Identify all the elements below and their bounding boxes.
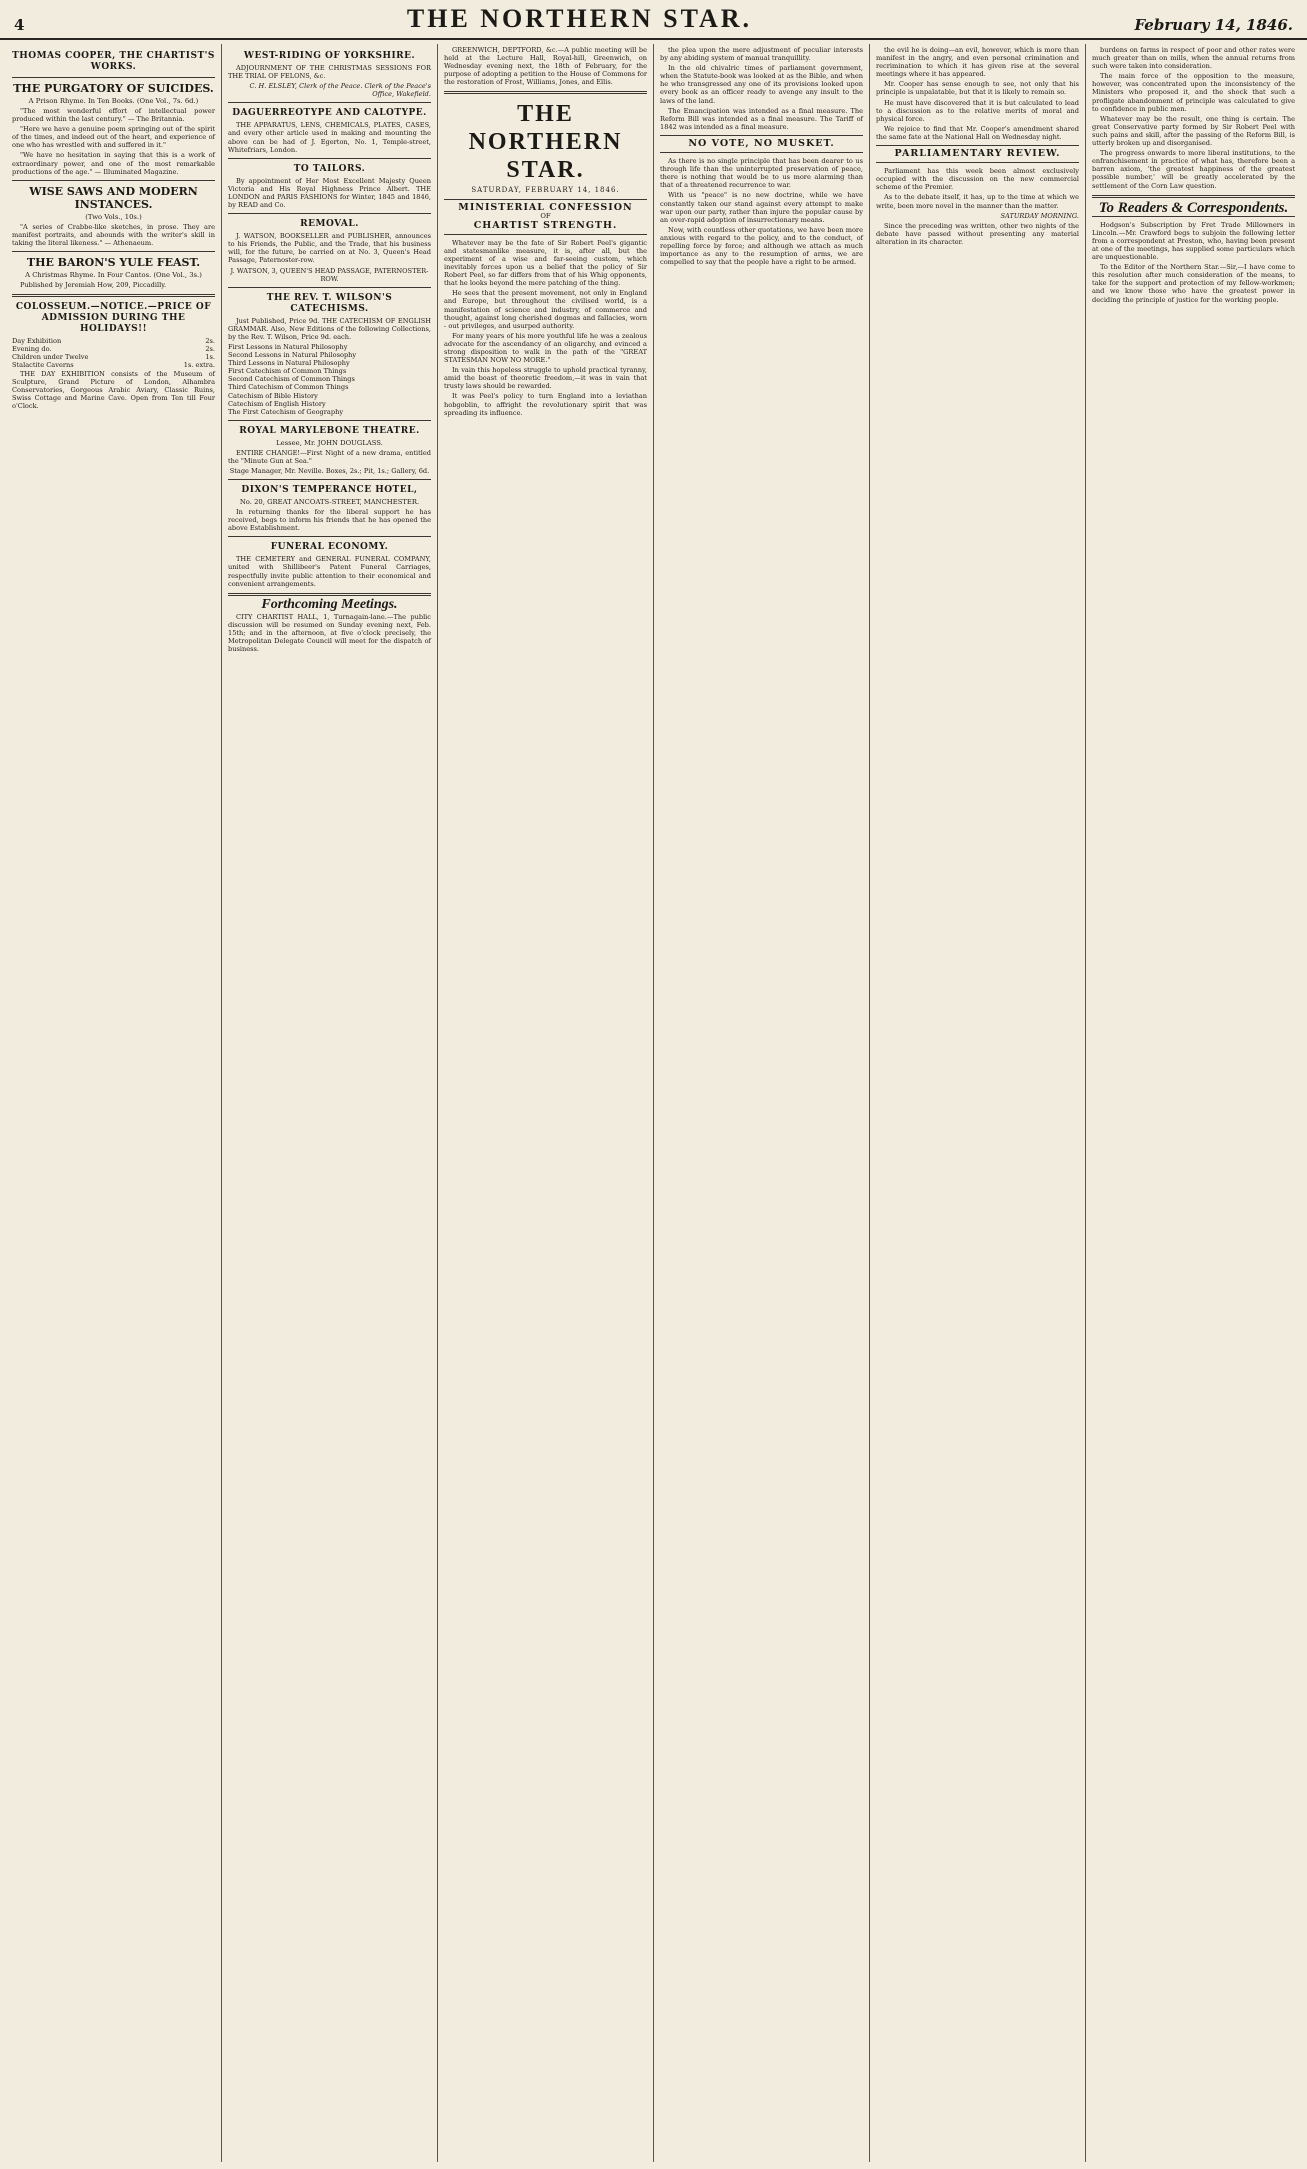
article-paragraph: We rejoice to find that Mr. Cooper's amendment shared the same fate at the National Hall on Wednesday night. [876, 124, 1079, 141]
column-6 [1086, 44, 1301, 2162]
correspondents-heading: To Readers & Correspondents. [1098, 199, 1289, 216]
editorial-dateline: SATURDAY, FEBRUARY 14, 1846. [471, 186, 620, 195]
marylebone-heading: ROYAL MARYLEBONE THEATRE. [239, 425, 420, 436]
saturday-morning-heading: SATURDAY MORNING. [1000, 211, 1079, 220]
article-paragraph: burdens on farms in respect of poor and other rates were much greater than on mills, when the annual returns from such were taken into consideration. [1092, 46, 1295, 71]
tailors-text: By appointment of Her Most Excellent Majesty Queen Victoria and His Royal Highness Prince Albert. THE LONDON and PARIS FASHIONS for Winter, 1845 and 1846, by READ and Co. [228, 176, 431, 210]
list-item: Second Lessons in Natural Philosophy [228, 351, 357, 360]
cooper-heading: THOMAS COOPER, THE CHARTIST'S WORKS. [12, 51, 215, 72]
book3-title: THE BARON'S YULE FEAST. [26, 256, 201, 270]
clerk-signature: C. H. ELSLEY, Clerk of the Peace. Clerk of the Peace's Office, Wakefield. [249, 82, 431, 99]
marylebone-text: ENTIRE CHANGE!—First Night of a new drama, entitled the "Minute Gun at Sea." [228, 448, 431, 465]
list-item: First Lessons in Natural Philosophy [228, 342, 348, 351]
review-4: "A series of Crabbe-like sketches, in prose. They are manifest portraits, and abounds with the writer's skill in taking the literal likeness." — Athenaeum. [12, 222, 215, 247]
article-paragraph: For many years of his more youthful life he was a zealous advocate for the ascendancy of an oligarchy, and evinced a strong disposition to walk in the path of the "GREAT STATESMAN NOW NO MORE." [444, 331, 647, 365]
article-paragraph: the plea upon the mere adjustment of peculiar interests by any abiding system of manual tranquillity. [660, 46, 863, 63]
book2-title: WISE SAWS AND MODERN INSTANCES. [29, 184, 198, 211]
sessions-heading: WEST-RIDING OF YORKSHIRE. [243, 51, 416, 61]
removal-text: J. WATSON, BOOKSELLER and PUBLISHER, announces to his Friends, the Public, and the Trade, that his business will, for the future, be carried on at No. 3, Queen's Head Passage, Paternoster-row. [228, 232, 431, 265]
watson-address: J. WATSON, 3, QUEEN'S HEAD PASSAGE, PATERNOSTER-ROW. [230, 266, 429, 283]
article-paragraph: Now, with countless other quotations, we have been more anxious with regard to the policy, and to the conduct, of repelling force by force; and although we attach as much importance as any to the resumption of arms, we are compelled to say that the people have a right to be armed. [660, 225, 863, 267]
daguerreotype-text: THE APPARATUS, LENS, CHEMICALS, PLATES, CASES, and every other article used in making and mounting the above can be had of J. Egerton, No. 1, Temple-street, Whitefriars, London. [228, 121, 431, 154]
greenwich-notice: GREENWICH, DEPTFORD, &c.—A public meeting will be held at the Lecture Hall, Royal-hill, Greenwich, on Wednesday evening next, the 18th of February, for the purpose of adopting a petition to the House of Commons for the restoration of Frost, Williams, Jones, and Ellis. [444, 46, 647, 87]
article-paragraph: The Emancipation was intended as a final measure. The Reform Bill was intended as a final measure. The Tariff of 1842 was intended as a final measure. [660, 106, 863, 131]
wilson-list [228, 343, 431, 416]
article-of: OF [540, 211, 551, 220]
review-1: "The most wonderful effort of intellectual power produced within the last century." — The Britannia. [12, 107, 215, 124]
price-row: Children under Twelve 1s. [12, 353, 215, 362]
editorial-paper-title: THE NORTHERN STAR. [468, 101, 623, 184]
correspondence-paragraph: To the Editor of the Northern Star.—Sir,—I have come to this resolution after much consideration of the means, to take for the support and protection of my fellow-workmen; and we know those who have the greatest power in deciding the principle of justice for the working people. [1092, 263, 1295, 304]
marylebone-lessee: Lessee, Mr. JOHN DOUGLASS. [276, 438, 383, 447]
list-item: First Catechism of Common Things [228, 367, 347, 376]
coliseum-price-table [12, 337, 215, 369]
price-row: Stalactite Caverns 1s. extra. [12, 361, 215, 370]
article-paragraph: the evil he is doing—an evil, however, which is more than manifest in the angry, and even personal crimination and recrimination to which it has given rise at the several meetings where it has appeared. [876, 46, 1079, 79]
column-4 [654, 44, 870, 2162]
column-3 [438, 44, 654, 2162]
page-number: 4 [14, 16, 25, 34]
article-paragraph: Since the preceding was written, other two nights of the debate have passed without presenting any material alteration in its character. [876, 221, 1079, 246]
marylebone-signature: Stage Manager, Mr. Neville. Boxes, 2s.; Pit, 1s.; Gallery, 6d. [229, 467, 430, 475]
meetings-text: CITY CHARTIST HALL, 1, Turnagain-lane.—The public discussion will be resumed on Sunday evening next, Feb. 15th; and in the afternoon, at five o'clock precisely, the Metropolitan Delegate Council will meet for the dispatch of business. [228, 612, 431, 654]
book2-subtitle: (Two Vols., 10s.) [85, 212, 142, 221]
columns [6, 44, 1301, 2162]
book1-title: THE PURGATORY OF SUICIDES. [13, 82, 214, 95]
article-paragraph: As there is no single principle that has been dearer to us through life than the uninterrupted preservation of peace, there is nothing that would be to us more alarming than that of a threatened recurrence to war. [660, 157, 863, 190]
price-row: Evening do. 2s. [12, 345, 215, 354]
article-paragraph: He sees that the present movement, not only in England and Europe, but throughout the civilised world, is a manifestation of science and industry, of commerce and thought, against long cherished dogmas and fallacies, worn - out privileges, and usurped authority. [444, 289, 647, 330]
list-item: Third Lessons in Natural Philosophy [228, 359, 350, 368]
publisher-line: Published by Jeremiah How, 209, Piccadilly. [20, 281, 167, 290]
meetings-heading: Forthcoming Meetings. [261, 596, 398, 612]
article-paragraph: As to the debate itself, it has, up to the time at which we write, been more novel in the manner than the matter. [876, 193, 1079, 210]
review-3: "We have no hesitation in saying that this is a work of extraordinary power, and one of the most remarkable productions of the age." — Illuminated Magazine. [12, 151, 215, 176]
book3-subtitle: A Christmas Rhyme. In Four Cantos. (One Vol., 3s.) [25, 271, 202, 280]
daguerreotype-heading: DAGUERREOTYPE AND CALOTYPE. [232, 108, 427, 119]
book1-subtitle: A Prison Rhyme. In Ten Books. (One Vol., 7s. 6d.) [28, 97, 199, 105]
tailors-heading: TO TAILORS. [293, 163, 366, 174]
funeral-heading: FUNERAL ECONOMY. [270, 542, 389, 553]
article-subtitle: CHARTIST STRENGTH. [473, 219, 618, 231]
article-paragraph: Whatever may be the result, one thing is certain. The great Conservative party formed by Sir Robert Peel with such pains and skill, after the passing of the Reform Bill, is utterly broken up and disorganised. [1092, 114, 1295, 148]
article-paragraph: The main force of the opposition to the measure, however, was concentrated upon the inconsistency of the Ministers who proposed it, and the shock that such a profligate abandonment of principle was calculated to give to confidence in public men. [1092, 72, 1295, 113]
masthead [0, 0, 1307, 40]
column-5 [870, 44, 1086, 2162]
article-paragraph: Mr. Cooper has sense enough to see, not only that his principle is unpalatable, but that it is likely to remain so. [876, 80, 1079, 97]
list-item: Third Catechism of Common Things [228, 383, 349, 392]
price-row: Day Exhibition 2s. [12, 337, 215, 346]
column-2 [222, 44, 438, 2162]
funeral-text: THE CEMETERY and GENERAL FUNERAL COMPANY, united with Shillibeer's Patent Funeral Carriages, respectfully invite public attention to their economical and convenient arrangements. [228, 555, 431, 588]
article-paragraph: Whatever may be the fate of Sir Robert Peel's gigantic and statesmanlike measure, it is, after all, but the experiment of a wise and far-seeing custom, which inevitably forces upon us a belief that the policy of Sir Robert Peel, so far differs from that of his Whig opponents, that he looks beyond the mere patching of the thing. [444, 238, 647, 288]
issue-date: February 14, 1846. [1134, 16, 1293, 34]
wilson-heading: THE REV. T. WILSON'S CATECHISMS. [266, 292, 393, 314]
parliamentary-review-heading: PARLIAMENTARY REVIEW. [894, 148, 1061, 160]
article-paragraph: He must have discovered that it is but calculated to lead to a discussion as to the relative merits of moral and physical force. [876, 98, 1079, 123]
coliseum-text: THE DAY EXHIBITION consists of the Museum of Sculpture, Grand Picture of London, Alhambra Conservatories, Gorgeous Arabic Aviary, Classic Ruins, Swiss Cottage and Marine Cave. Open from Ten till Four o'Clock. [12, 369, 215, 410]
article-paragraph: The progress onwards to more liberal institutions, to the enfranchisement in practice of what has, therefore been a barren axiom, 'the greatest happiness of the greatest possible number,' will be greatly accelerated by the settlement of the Corn Law question. [1092, 149, 1295, 190]
dixon-heading: DIXON'S TEMPERANCE HOTEL, [241, 485, 418, 496]
column-1 [6, 44, 222, 2162]
article-paragraph: It was Peel's policy to turn England into a leviathan hobgoblin, to affright the revolutionary spirit that was spreading its influence. [444, 392, 647, 417]
dixon-text: In returning thanks for the liberal support he has received, begs to inform his friends that he has opened the above Establishment. [228, 508, 431, 533]
dixon-address: No. 20, GREAT ANCOATS-STREET, MANCHESTER. [239, 498, 420, 507]
article-paragraph: With us "peace" is no new doctrine, while we have constantly taken our stand against every attempt to make war upon our party, rather than injure the popular cause by an over-rapid adoption of insurrectionary means. [660, 191, 863, 224]
review-2: "Here we have a genuine poem springing out of the spirit of the times, and indeed out of the heart, and experience of one who has wrestled with and suffered in it." [12, 125, 215, 150]
correspondence-paragraph: Hodgson's Subscription by Fret Trade Millowners in Lincoln.—Mr. Crawford begs to subjoin the following letter from a correspondent at Preston, who, having been present at one of the meetings, has supplied some particulars which are unquestionable. [1092, 220, 1295, 262]
list-item: Second Catechism of Common Things [228, 375, 355, 384]
article-paragraph: In the old chivalric times of parliament government, when the Statute-book was looked at as the Bible, and when he who transgressed any one of its provisions looked upon every book as an officer ready to avenge any insult to the laws of the land. [660, 64, 863, 105]
sessions-text: ADJOURNMENT OF THE CHRISTMAS SESSIONS FOR THE TRIAL OF FELONS, &c. [228, 64, 431, 81]
coliseum-heading: COLOSSEUM.—NOTICE.—PRICE OF ADMISSION DURING THE HOLIDAYS!! [15, 302, 212, 335]
article-paragraph: Parliament has this week been almost exclusively occupied with the discussion on the new commercial scheme of the Premier. [876, 167, 1079, 192]
wilson-text: Just Published, Price 9d. THE CATECHISM OF ENGLISH GRAMMAR. Also, New Editions of the following Collections, by the Rev. T. Wilson, Price 9d. each. [228, 316, 431, 341]
article-paragraph: In vain this hopeless struggle to uphold practical tyranny, amid the boast of theoretic freedom,—it was in vain that trusty laws should be rewarded. [444, 366, 647, 391]
removal-heading: REMOVAL. [300, 219, 359, 230]
list-item: Catechism of Bible History [228, 391, 318, 400]
list-item: The First Catechism of Geography [228, 407, 344, 416]
novote-heading: NO VOTE, NO MUSKET. [688, 137, 835, 149]
newspaper-title: THE NORTHERN STAR. [406, 4, 753, 33]
list-item: Catechism of English History [228, 399, 326, 408]
article-title: MINISTERIAL CONFESSION [458, 201, 633, 213]
